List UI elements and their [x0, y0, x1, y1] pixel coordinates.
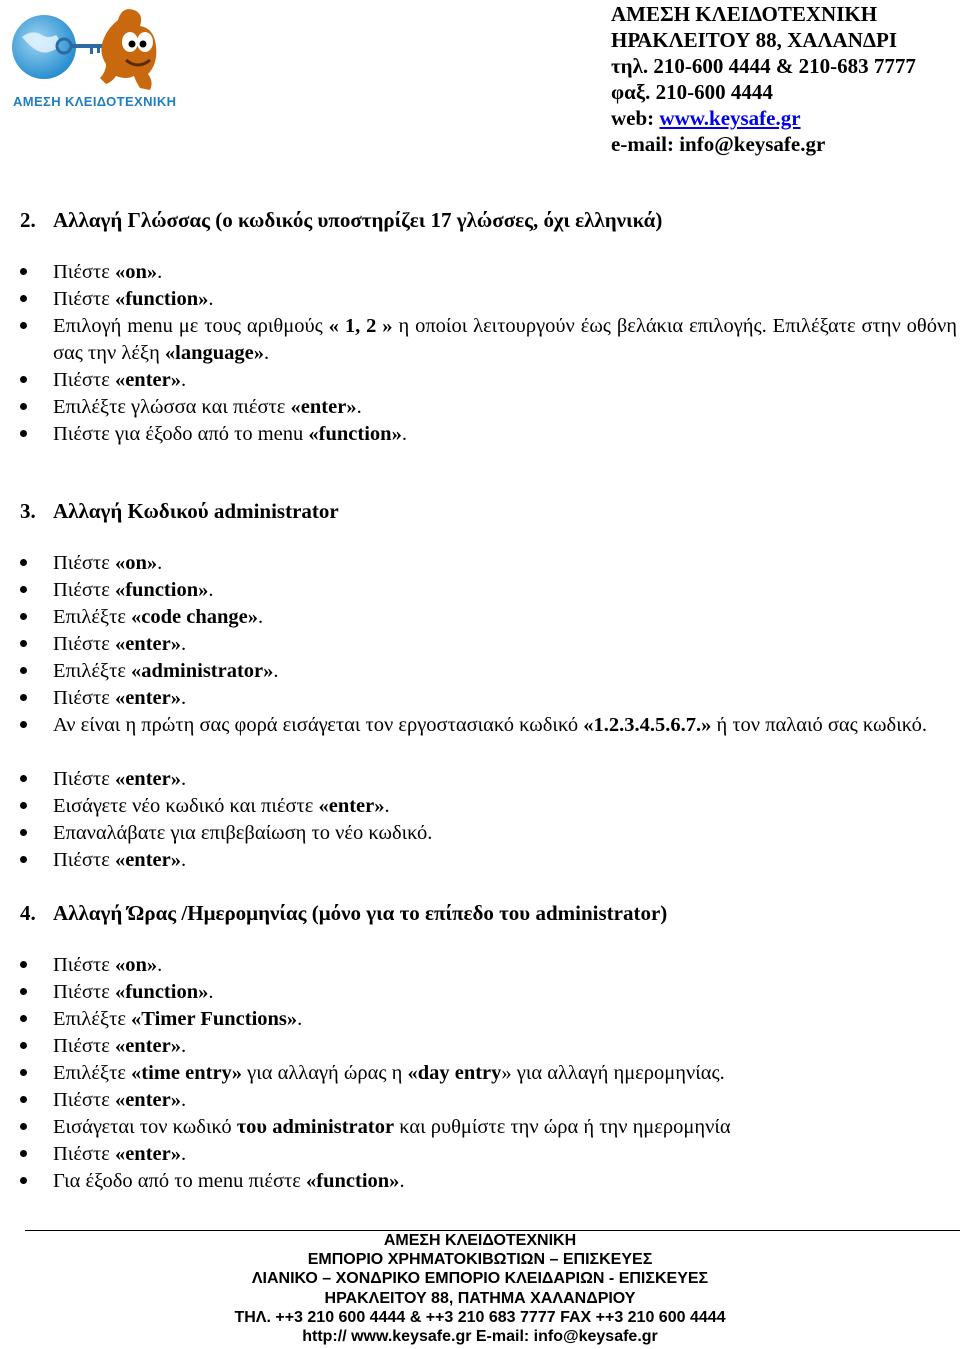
bold-text: «on» — [114, 552, 158, 574]
list-item — [53, 1006, 957, 1033]
list-item — [53, 313, 957, 366]
item-text: ή τον παλαιό σας κωδικό. — [711, 714, 927, 736]
list-item — [53, 631, 957, 658]
bold-text: «enter» — [114, 768, 181, 790]
bullet-icon — [20, 856, 27, 863]
bold-text: του administrator — [236, 1116, 395, 1138]
section-heading-text: Αλλαγή Γλώσσας (ο κωδικός υποστηρίζει 17 γλώσσες, όχι ελληνικά) — [53, 208, 663, 232]
web-label: web: — [611, 106, 660, 130]
bold-text: «function» — [114, 981, 209, 1003]
item-text: . — [180, 1143, 187, 1165]
item-text: . — [208, 579, 214, 601]
list-item — [53, 1033, 957, 1060]
item-text: Επιλέξτε — [53, 1008, 132, 1030]
item-text: Εισάγεται τον κωδικό — [53, 1116, 237, 1138]
bullet-icon — [20, 961, 27, 968]
footer-line: ΛΙΑΝΙΚΟ – ΧΟΝΔΡΙΚΟ ΕΜΠΟΡΙΟ ΚΛΕΙΔΑΡΙΩΝ - ΕΠΙΣΚΕΥΕΣ — [251, 1270, 709, 1288]
item-text: . — [356, 396, 362, 418]
list-item — [53, 421, 957, 448]
item-text: . — [384, 795, 390, 817]
item-text: . — [273, 660, 279, 682]
item-text: Πιέστε — [53, 1035, 115, 1057]
contact-info — [611, 1, 916, 157]
bullet-icon — [20, 694, 27, 701]
item-text: για αλλαγή ώρας η — [242, 1062, 408, 1084]
item-text: Αν είναι η πρώτη σας φορά εισάγεται τον εργοστασιακό κωδικό — [53, 714, 584, 736]
bullet-icon — [20, 640, 27, 647]
item-text: Πιέστε — [53, 288, 115, 310]
item-text: Επιλογή menu με τους αριθμούς — [53, 315, 329, 337]
footer-line: ΑΜΕΣΗ ΚΛΕΙΔΟΤΕΧΝΙΚΗ — [383, 1232, 577, 1249]
bold-text: «1.2.3.4.5.6.7.» — [583, 714, 712, 736]
company-address: ΗΡΑΚΛΕΙΤΟΥ 88, ΧΑΛΑΝΔΡΙ — [611, 28, 898, 52]
bullet-icon — [20, 322, 27, 329]
footer-line: ΤΗΛ. ++3 210 600 4444 & ++3 210 683 7777 FAX ++3 210 600 4444 — [234, 1308, 726, 1326]
bullet-icon — [20, 1177, 27, 1184]
bold-text: «enter» — [114, 849, 181, 871]
section-number: 4. — [20, 901, 36, 925]
item-text: . — [264, 341, 270, 364]
item-text: . — [208, 981, 214, 1003]
list-item — [53, 286, 957, 313]
item-text: η οποίοι λειτουργούν έως βελάκια επιλογής. Επιλέξατε στην οθόνη σας την λέξη — [53, 315, 957, 364]
list-item — [53, 604, 957, 631]
item-text: Επιλέξτε — [53, 606, 132, 628]
item-text: Πιέστε — [53, 552, 115, 574]
item-text: . — [297, 1008, 303, 1030]
bold-text: «enter» — [114, 687, 181, 709]
section-title — [20, 900, 667, 926]
bullet-icon — [20, 613, 27, 620]
item-text: Επιλέξτε — [53, 660, 132, 682]
list-item — [53, 979, 957, 1006]
bold-text: «Timer Functions» — [131, 1008, 298, 1030]
item-text: . — [180, 369, 187, 391]
bold-text: «enter» — [318, 795, 385, 817]
company-fax: φαξ. 210-600 4444 — [611, 80, 773, 104]
bold-text: «on» — [114, 261, 158, 283]
bold-text: «function» — [114, 288, 209, 310]
item-text: Επιλέξτε — [53, 1062, 132, 1084]
item-text: . — [180, 768, 187, 790]
bullet-icon — [20, 295, 27, 302]
item-text: Πιέστε — [53, 981, 115, 1003]
bold-text: «language» — [164, 341, 265, 364]
bullet-icon — [20, 1042, 27, 1049]
list-item — [53, 1141, 957, 1168]
bold-text: «time entry» — [131, 1062, 243, 1084]
item-text: . — [399, 1170, 405, 1192]
item-text: . — [401, 423, 407, 445]
item-text: Πιέστε — [53, 1089, 115, 1111]
website-link[interactable]: www.keysafe.gr — [659, 106, 801, 130]
bullet-icon — [20, 1150, 27, 1157]
list-item — [53, 367, 957, 394]
bold-text: «enter» — [114, 633, 181, 655]
company-phone: τηλ. 210-600 4444 & 210-683 7777 — [611, 54, 916, 78]
bullet-icon — [20, 775, 27, 782]
list-item — [53, 766, 957, 793]
bold-text: «administrator» — [131, 660, 274, 682]
bullet-icon — [20, 268, 27, 275]
bullet-icon — [20, 1096, 27, 1103]
list-item — [53, 1168, 957, 1195]
list-item — [53, 658, 957, 685]
bold-text: «enter» — [114, 369, 181, 391]
page-footer — [0, 1231, 960, 1346]
item-text: Πιέστε — [53, 768, 115, 790]
list-item — [53, 847, 957, 874]
item-text: . — [258, 606, 264, 628]
section-number: 3. — [20, 499, 36, 523]
bullet-icon — [20, 988, 27, 995]
bold-text: «function» — [114, 579, 209, 601]
bullet-icon — [20, 721, 27, 728]
bold-text: «enter» — [114, 1089, 181, 1111]
mascot-icon — [100, 9, 156, 90]
bold-text: «code change» — [131, 606, 259, 628]
item-text: . — [157, 261, 163, 283]
item-text: Πιέστε — [53, 687, 115, 709]
item-text: Εισάγετε νέο κωδικό και πιέστε — [53, 795, 319, 817]
bullet-icon — [20, 667, 27, 674]
item-text: Επαναλάβατε για επιβεβαίωση το νέο κωδικό. — [53, 822, 433, 844]
item-text: » για αλλαγή ημερομηνίας. — [501, 1062, 725, 1084]
company-email: e-mail: info@keysafe.gr — [611, 132, 826, 156]
item-text: Πιέστε — [53, 849, 115, 871]
section-title — [20, 207, 662, 233]
bold-text: «enter» — [114, 1035, 181, 1057]
list-item — [53, 820, 957, 847]
item-text: Πιέστε — [53, 633, 115, 655]
bold-text: «enter» — [290, 396, 357, 418]
list-item — [53, 1087, 957, 1114]
item-text: Για έξοδο από το menu πιέστε — [53, 1170, 307, 1192]
footer-line: ΗΡΑΚΛΕΙΤΟΥ 88, ΠΑΤΗΜΑ ΧΑΛΑΝΔΡΙΟΥ — [324, 1289, 636, 1307]
bullet-icon — [20, 559, 27, 566]
list-item — [53, 793, 957, 820]
list-item — [53, 685, 957, 712]
bold-text: « 1, 2 » — [328, 315, 393, 337]
section-heading-text: Αλλαγή Κωδικού administrator — [53, 499, 339, 523]
bullet-icon — [20, 1015, 27, 1022]
item-text: Πιέστε — [53, 954, 115, 976]
item-text: . — [180, 687, 187, 709]
list-item — [53, 952, 957, 979]
bold-text: «enter» — [114, 1143, 181, 1165]
item-text: Επιλέξτε γλώσσα και πιέστε — [53, 396, 291, 418]
list-item — [53, 550, 957, 577]
item-text: Πιέστε — [53, 261, 115, 283]
section-heading-text: Αλλαγή Ώρας /Ημερομηνίας (μόνο για το επίπεδο του administrator) — [53, 901, 668, 925]
bullet-icon — [20, 430, 27, 437]
bullet-icon — [20, 376, 27, 383]
footer-line: ΕΜΠΟΡΙΟ ΧΡΗΜΑΤΟΚΙΒΩΤΙΩΝ – ΕΠΙΣΚΕΥΕΣ — [307, 1251, 653, 1269]
list-item — [53, 394, 957, 421]
company-logo — [6, 2, 178, 114]
item-text: Πιέστε — [53, 1143, 115, 1165]
bold-text: «function» — [308, 423, 402, 445]
item-text: . — [208, 288, 214, 310]
item-text: . — [180, 849, 187, 871]
section-title — [20, 498, 339, 524]
item-text: . — [180, 633, 187, 655]
bullet-icon — [20, 586, 27, 593]
list-item — [53, 712, 957, 739]
bullet-icon — [20, 802, 27, 809]
item-text: Πιέστε — [53, 579, 115, 601]
bold-text: «on» — [114, 954, 158, 976]
list-item — [53, 259, 957, 286]
footer-line: http:// www.keysafe.gr E-mail: info@keysafe.gr — [302, 1328, 658, 1346]
section-number: 2. — [20, 208, 36, 232]
logo-text: ΑΜΕΣΗ ΚΛΕΙΔΟΤΕΧΝΙΚΗ — [13, 94, 176, 109]
bold-text: «day entry — [407, 1062, 502, 1084]
bullet-icon — [20, 1123, 27, 1130]
item-text: Πιέστε — [53, 369, 115, 391]
bullet-icon — [20, 829, 27, 836]
bullet-icon — [20, 403, 27, 410]
item-text: . — [157, 954, 163, 976]
company-web — [611, 105, 916, 131]
list-item — [53, 1114, 957, 1141]
bold-text: «function» — [306, 1170, 400, 1192]
item-text: και ρυθμίστε την ώρα ή την ημερομηνία — [394, 1116, 731, 1138]
item-text: . — [180, 1089, 187, 1111]
list-item — [53, 577, 957, 604]
item-text: . — [180, 1035, 187, 1057]
list-item — [53, 1060, 957, 1087]
item-text: . — [157, 552, 163, 574]
company-name: ΑΜΕΣΗ ΚΛΕΙΔΟΤΕΧΝΙΚΗ — [611, 2, 878, 26]
bullet-icon — [20, 1069, 27, 1076]
item-text: Πιέστε για έξοδο από το menu — [53, 423, 309, 445]
